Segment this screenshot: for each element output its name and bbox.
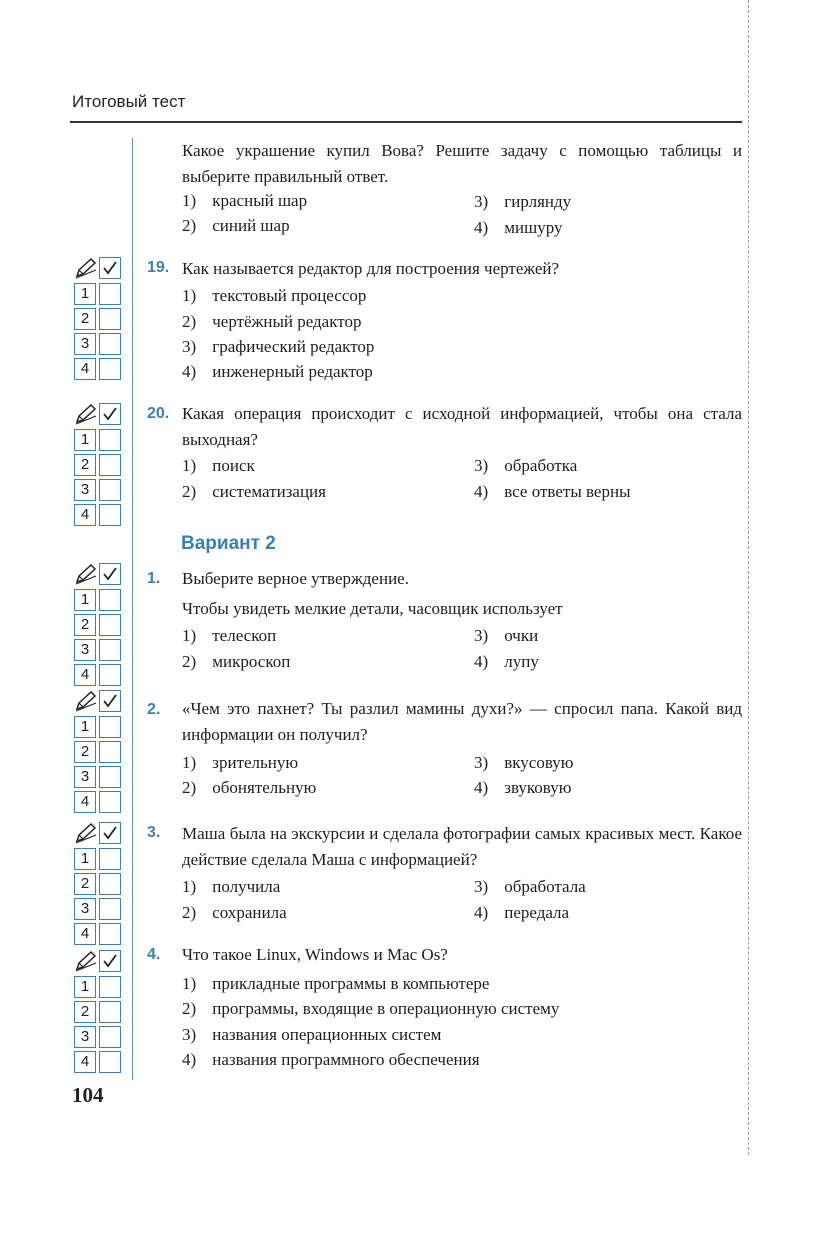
answer-number-label: 2 — [74, 1001, 96, 1023]
pencil-icon — [74, 822, 98, 844]
answer-number-label: 3 — [74, 898, 96, 920]
v2q3-option-1[interactable]: 1) получила — [182, 877, 281, 896]
answer-number-label: 3 — [74, 479, 96, 501]
q20-number: 20. — [147, 405, 170, 422]
q18-option-1[interactable]: 1) красный шар — [182, 191, 308, 210]
answer-number-label: 3 — [74, 766, 96, 788]
answer-row — [74, 589, 124, 611]
q18-option-4[interactable]: 4) мишуру — [474, 218, 563, 237]
v2q3-option-3[interactable]: 3) обработала — [474, 877, 586, 896]
v2q4-option-3[interactable]: 3) названия операционных систем — [182, 1025, 442, 1044]
q18-text: Какое украшение купил Вова? Решите задачу с помощью таблицы и выберите правильный ответ. — [182, 141, 742, 186]
answer-checkbox[interactable] — [99, 504, 121, 526]
v2q3-text: Маша была на экскурсии и сделала фотографии самых красивых мест. Какое действие сделала Маша с информацией? — [182, 824, 742, 869]
v2q4-text: Что такое Linux, Windows и Mac Os? — [182, 945, 448, 964]
answer-checkbox[interactable] — [99, 639, 121, 661]
q19-number: 19. — [147, 259, 170, 276]
answer-checkbox[interactable] — [99, 791, 121, 813]
v2q4-option-1[interactable]: 1) прикладные программы в компьютере — [182, 974, 490, 993]
page-number: 104 — [72, 1083, 104, 1107]
answer-number-label: 4 — [74, 358, 96, 380]
answer-row — [74, 1026, 124, 1048]
answer-row — [74, 873, 124, 895]
answer-row — [74, 898, 124, 920]
answer-number-label: 4 — [74, 791, 96, 813]
answer-row — [74, 716, 124, 738]
answer-checkbox[interactable] — [99, 358, 121, 380]
answer-checkbox[interactable] — [99, 741, 121, 763]
answer-number-label: 2 — [74, 454, 96, 476]
v2q3-number: 3. — [147, 824, 161, 841]
answer-box-header — [74, 690, 124, 712]
v2q1-number: 1. — [147, 570, 161, 587]
v2q2-option-3[interactable]: 3) вкусовую — [474, 753, 574, 772]
check-icon — [99, 563, 121, 585]
answer-number-label: 1 — [74, 848, 96, 870]
pencil-icon — [74, 257, 98, 279]
answer-row — [74, 766, 124, 788]
v2q1-text: Выберите верное утверждение. — [182, 569, 409, 588]
answer-checkbox[interactable] — [99, 479, 121, 501]
answer-row — [74, 504, 124, 526]
check-icon — [99, 257, 121, 279]
answer-number-label: 2 — [74, 614, 96, 636]
q18-option-2[interactable]: 2) синий шар — [182, 216, 290, 235]
answer-row — [74, 741, 124, 763]
pencil-icon — [74, 950, 98, 972]
check-icon — [99, 403, 121, 425]
check-icon — [99, 822, 121, 844]
answer-checkbox[interactable] — [99, 589, 121, 611]
answer-row — [74, 976, 124, 998]
answer-row — [74, 308, 124, 330]
q19-option-2[interactable]: 2) чертёжный редактор — [182, 312, 362, 331]
answer-box-header — [74, 563, 124, 585]
v2q1-option-2[interactable]: 2) микроскоп — [182, 652, 291, 671]
answer-checkbox[interactable] — [99, 848, 121, 870]
v2q2-option-4[interactable]: 4) звуковую — [474, 778, 572, 797]
answer-number-label: 1 — [74, 716, 96, 738]
q18-option-3[interactable]: 3) гирлянду — [474, 192, 572, 211]
answer-checkbox[interactable] — [99, 308, 121, 330]
pencil-icon — [74, 690, 98, 712]
answer-checkbox[interactable] — [99, 1026, 121, 1048]
answer-checkbox[interactable] — [99, 1001, 121, 1023]
v2q2-option-1[interactable]: 1) зрительную — [182, 753, 299, 772]
answer-checkbox[interactable] — [99, 923, 121, 945]
check-icon — [99, 950, 121, 972]
v2q4-option-4[interactable]: 4) названия программного обеспечения — [182, 1050, 480, 1069]
answer-number-label: 1 — [74, 589, 96, 611]
v2q1-option-4[interactable]: 4) лупу — [474, 652, 539, 671]
v2q2-number: 2. — [147, 701, 161, 718]
answer-number-label: 2 — [74, 308, 96, 330]
q19-text: Как называется редактор для построения чертежей? — [182, 259, 560, 278]
running-header-title: Итоговый тест — [72, 92, 186, 111]
answer-checkbox[interactable] — [99, 614, 121, 636]
answer-number-label: 3 — [74, 639, 96, 661]
answer-number-label: 4 — [74, 664, 96, 686]
pencil-icon — [74, 563, 98, 585]
answer-checkbox[interactable] — [99, 333, 121, 355]
answer-checkbox[interactable] — [99, 664, 121, 686]
answer-number-label: 3 — [74, 333, 96, 355]
answer-box-header — [74, 950, 124, 972]
v2q2-option-2[interactable]: 2) обонятельную — [182, 778, 317, 797]
q19-option-3[interactable]: 3) графический редактор — [182, 337, 375, 356]
q20-option-3[interactable]: 3) обработка — [474, 456, 578, 475]
answer-checkbox[interactable] — [99, 454, 121, 476]
v2q1-text-2: Чтобы увидеть мелкие детали, часовщик использует — [182, 599, 563, 618]
answer-number-label: 3 — [74, 1026, 96, 1048]
q20-option-1[interactable]: 1) поиск — [182, 456, 255, 475]
answer-row — [74, 614, 124, 636]
answer-row — [74, 791, 124, 813]
answer-number-label: 2 — [74, 741, 96, 763]
answer-row — [74, 479, 124, 501]
margin-rule — [132, 138, 133, 1080]
q20-option-2[interactable]: 2) систематизация — [182, 482, 326, 501]
v2q1-option-1[interactable]: 1) телескоп — [182, 626, 277, 645]
answer-number-label: 4 — [74, 504, 96, 526]
answer-row — [74, 358, 124, 380]
answer-number-label: 1 — [74, 283, 96, 305]
answer-row — [74, 429, 124, 451]
answer-checkbox[interactable] — [99, 1051, 121, 1073]
answer-row — [74, 848, 124, 870]
answer-checkbox[interactable] — [99, 898, 121, 920]
answer-number-label: 4 — [74, 1051, 96, 1073]
answer-row — [74, 1051, 124, 1073]
answer-box-header — [74, 403, 124, 425]
q20-text: Какая операция происходит с исходной информацией, чтобы она стала выходная? — [182, 404, 742, 449]
answer-number-label: 2 — [74, 873, 96, 895]
pencil-icon — [74, 403, 98, 425]
answer-box-header — [74, 257, 124, 279]
answer-checkbox[interactable] — [99, 766, 121, 788]
answer-box-header — [74, 822, 124, 844]
q20-option-4[interactable]: 4) все ответы верны — [474, 482, 631, 501]
answer-row — [74, 923, 124, 945]
answer-row — [74, 454, 124, 476]
v2q3-option-2[interactable]: 2) сохранила — [182, 903, 287, 922]
v2q3-option-4[interactable]: 4) передала — [474, 903, 570, 922]
answer-checkbox[interactable] — [99, 716, 121, 738]
check-icon — [99, 690, 121, 712]
page-edge-dashed-line — [748, 0, 749, 1155]
answer-checkbox[interactable] — [99, 873, 121, 895]
q19-option-4[interactable]: 4) инженерный редактор — [182, 362, 373, 381]
answer-number-label: 1 — [74, 429, 96, 451]
answer-row — [74, 1001, 124, 1023]
answer-row — [74, 664, 124, 686]
v2q4-number: 4. — [147, 946, 161, 963]
answer-row — [74, 333, 124, 355]
q19-option-1[interactable]: 1) текстовый процессор — [182, 286, 367, 305]
v2q4-option-2[interactable]: 2) программы, входящие в операционную систему — [182, 999, 560, 1018]
v2q1-option-3[interactable]: 3) очки — [474, 626, 539, 645]
v2q2-text: «Чем это пахнет? Ты разлил мамины духи?» — спросил папа. Какой вид информации он получил? — [182, 699, 742, 744]
answer-number-label: 1 — [74, 976, 96, 998]
answer-checkbox[interactable] — [99, 976, 121, 998]
answer-checkbox[interactable] — [99, 283, 121, 305]
variant-heading: Вариант 2 — [181, 533, 276, 554]
answer-row — [74, 639, 124, 661]
header-rule — [70, 121, 742, 123]
answer-checkbox[interactable] — [99, 429, 121, 451]
answer-row — [74, 283, 124, 305]
answer-number-label: 4 — [74, 923, 96, 945]
